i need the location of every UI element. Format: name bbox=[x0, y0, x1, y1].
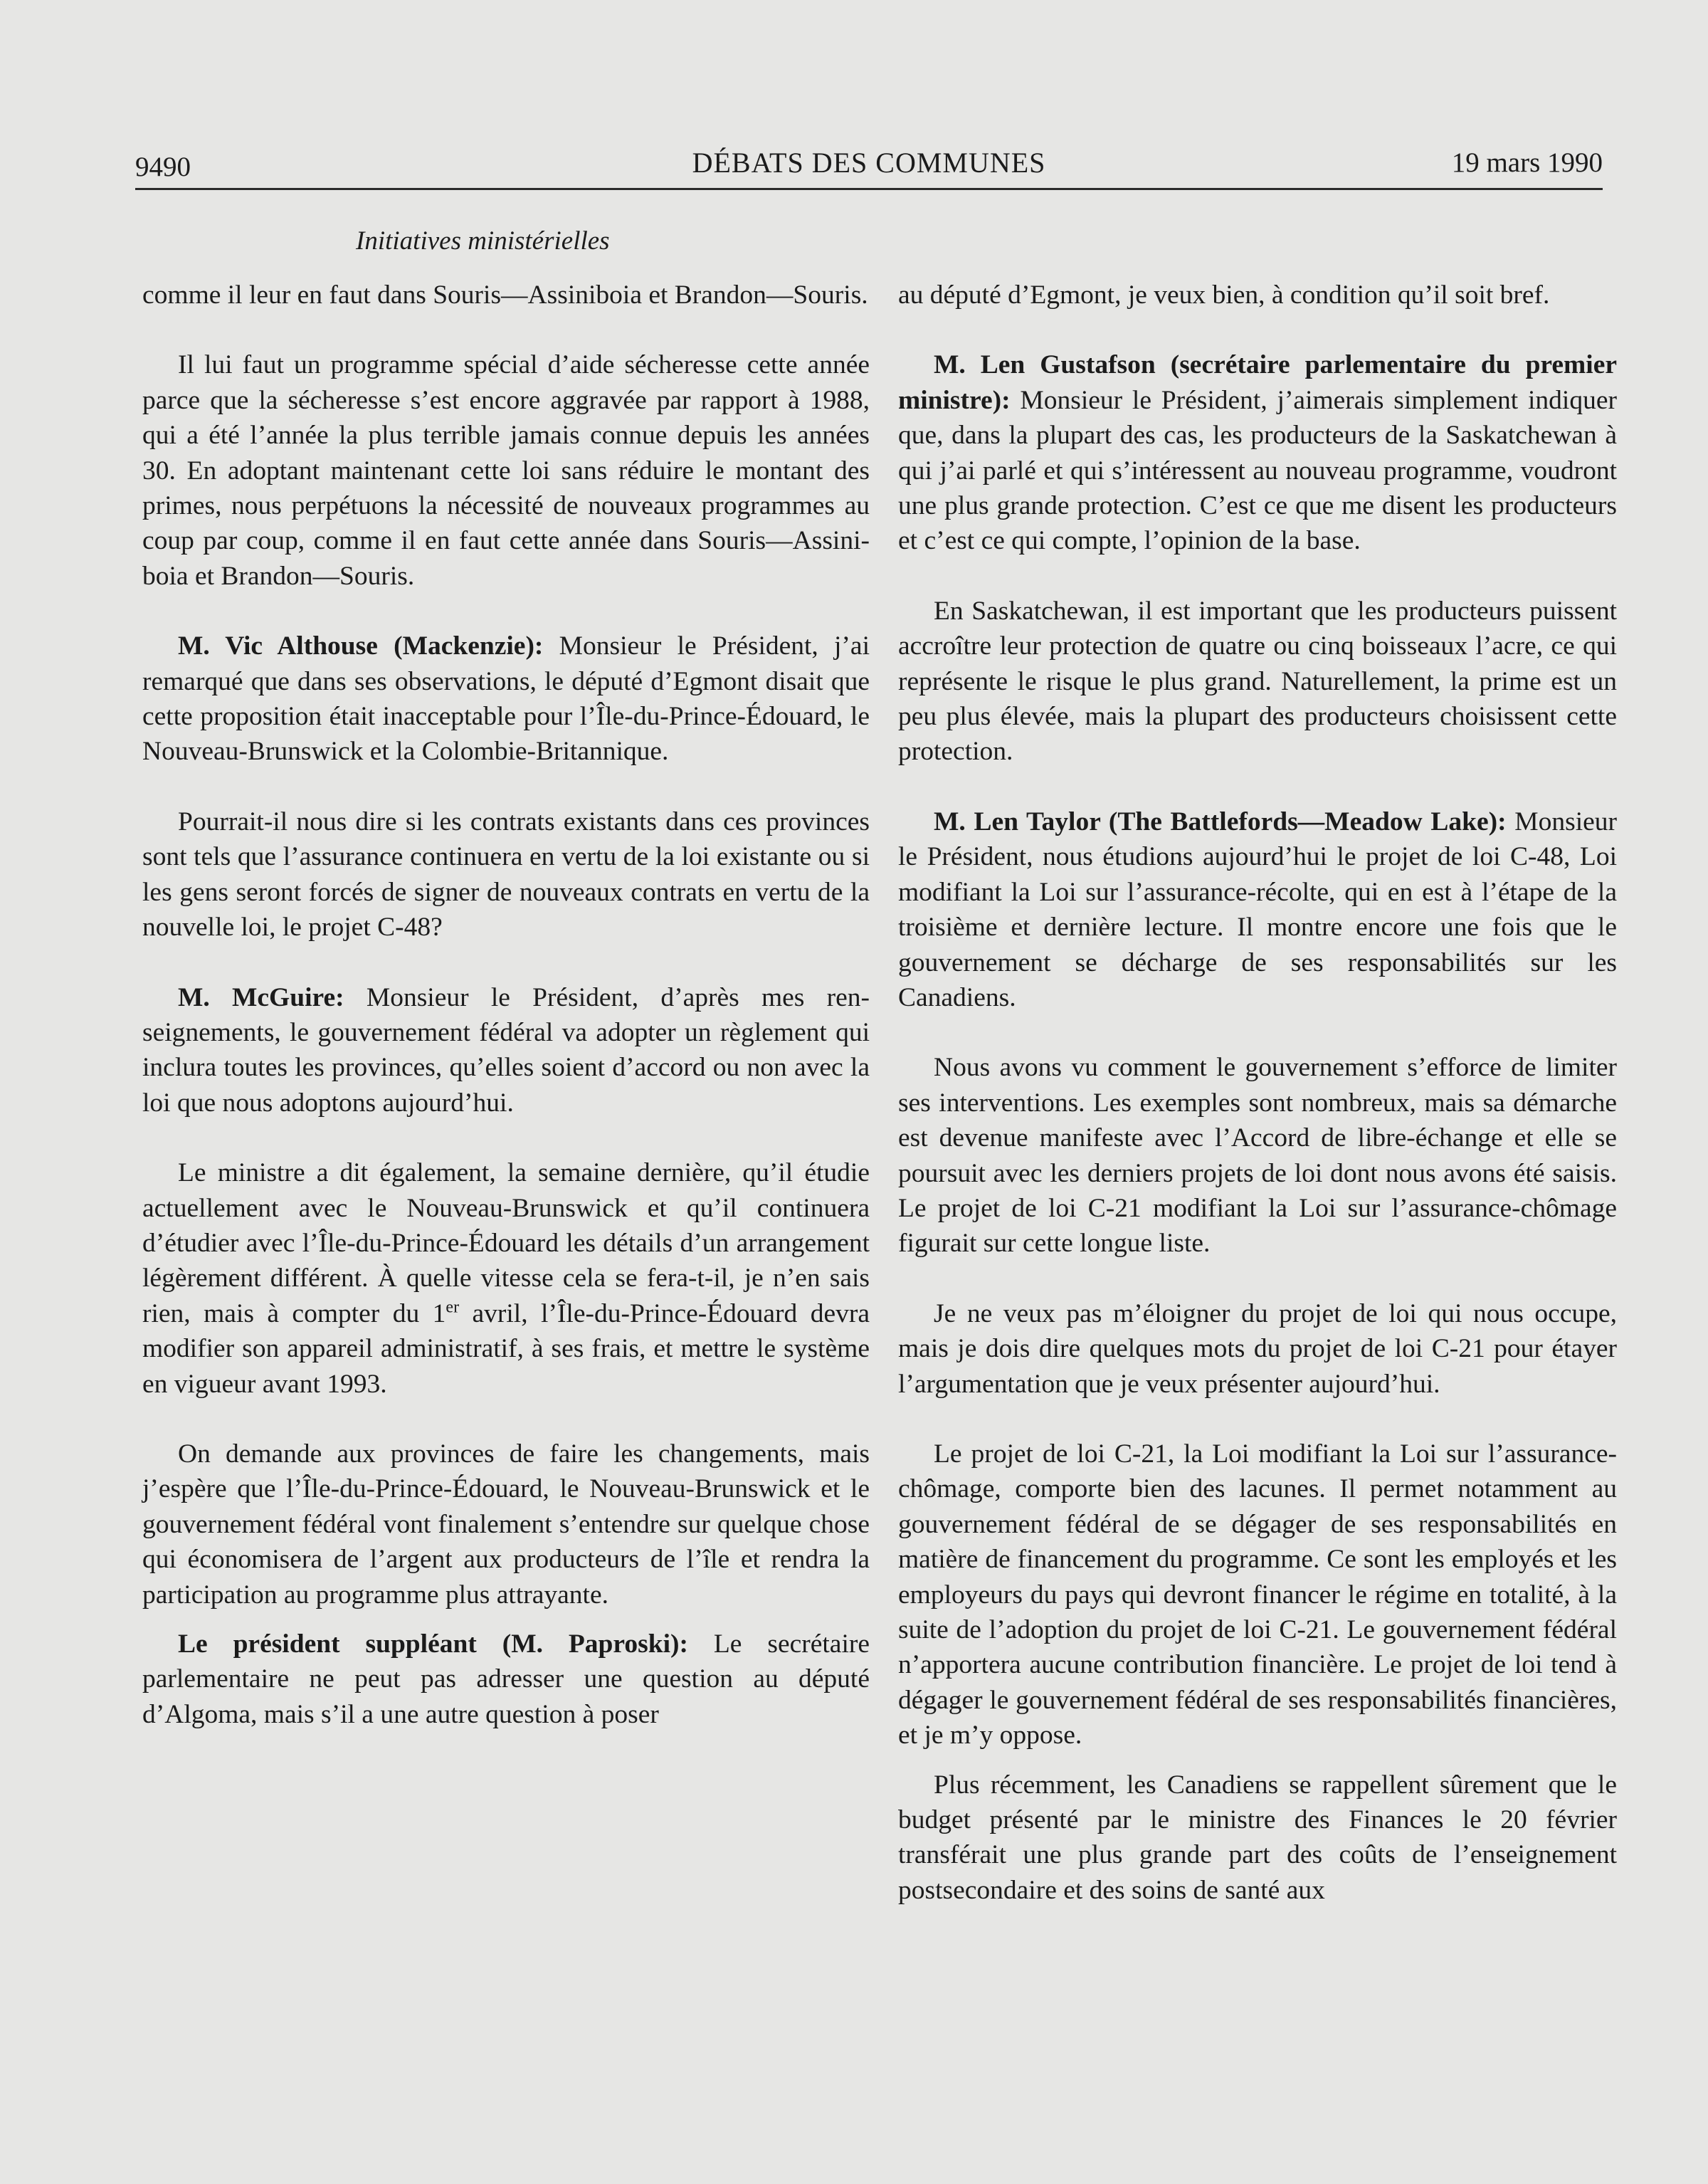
speech-text: Monsieur le Président, j’ai remarqué que dans ses observations, le député d’Egmont disait que cette proposition était inacceptable pour l’Île-du-Prince-Édouard, le Nouveau-Brunswick et la Colombie-Britannique. bbox=[142, 631, 870, 767]
speech-text: Monsieur le Président, j’aimerais simplement indiquer que, dans la plupart des cas, les producteurs de la Saskatchewan à qui j’ai parlé et qui s’intéressent au nouveau programme, voudront une plus grande protection. C’est ce que me disent les producteurs et c’est ce qui compte, l’opinion de la base. bbox=[898, 385, 1617, 556]
paragraph: Pourrait-il nous dire si les contrats existants dans ces provinces sont tels que l’assurance continuera en vertu de la loi existante ou si les gens seront forcés de signer de nouveaux contrats en vertu de la nouvelle loi, le projet C-48? bbox=[142, 807, 870, 943]
paragraph: Plus récemment, les Canadiens se rappellent sûrement que le budget présenté par le ministre des Finances le 20 février transférait une plus grande part des coûts de l’enseignement postsecondaire et des soins de santé aux bbox=[898, 1770, 1617, 1905]
paragraph: Il lui faut un programme spécial d’aide sécheresse cette année parce que la sécheresse s’est encore aggravée par rapport à 1988, qui a été l’année la plus terrible jamais connue depuis les années 30. En adoptant maintenant cette loi sans réduire le montant des primes, nous perpétuons la nécessité de nouveaux programmes au coup par coup, comme il en faut cette année dans Souris—Assiniboia et Brandon—Souris. bbox=[142, 350, 870, 591]
paragraph bbox=[142, 1155, 870, 1402]
speaker-name: M. Len Gustafson (secrétaire parlementaire du premier ministre): bbox=[898, 350, 1617, 415]
speaker-name: Le président suppléant (M. Paproski): bbox=[178, 1629, 688, 1659]
speaker-name: M. Len Taylor (The Battlefords—Meadow Lake): bbox=[934, 807, 1507, 836]
paragraph: En Saskatchewan, il est important que les producteurs puissent accroître leur protection de quatre ou cinq boisseaux l’acre, ce qui représente le risque le plus grand. Naturellement, la prime est un peu plus élevée, mais la plupart des producteurs choisissent cette protection. bbox=[898, 596, 1617, 767]
page-date: 19 mars 1990 bbox=[1451, 147, 1603, 178]
speech-paragraph bbox=[142, 980, 870, 1121]
superscript: er bbox=[446, 1298, 460, 1317]
speech-paragraph bbox=[898, 804, 1617, 1015]
speech-paragraph bbox=[142, 629, 870, 770]
paragraph-text: avril, l’Île-du-Prince-Édouard devra modifier son appareil administratif, à ses frais, et mettre le système en vigueur avant 1993. bbox=[142, 1298, 870, 1399]
page-number: 9490 bbox=[135, 152, 191, 182]
running-title: DÉBATS DES COMMUNES bbox=[692, 147, 1046, 179]
paragraph-text: Le ministre a dit également, la semaine dernière, qu’il étudie actuellement avec le Nouveau-Brunswick et qu’il continuera d’étudier avec l’Île-du-Prince-Édouard les détails d’un arrangement légèrement différent. À quelle vitesse cela se fera-t-il, je n’en sais rien, mais à compter du 1 bbox=[142, 1158, 870, 1328]
paragraph: Le projet de loi C-21, la Loi modifiant la Loi sur l’assurance-chômage, comporte bien des lacunes. Il permet notamment au gouvernement fédéral de se dégager de ses responsabilités en matière de financement du programme. Ce sont les employés et les employeurs du pays qui devront financer le régime en totalité, à la suite de l’adoption du projet de loi C-21. Le gouvernement fédéral n’apportera aucune contribution financière. Le projet de loi tend à dégager le gouvernement fédéral de ses responsabilités financières, et je m’y oppose. bbox=[898, 1439, 1617, 1750]
right-column bbox=[898, 278, 1617, 1943]
paragraph: comme il leur en faut dans Souris—Assiniboia et Brandon—Souris. bbox=[142, 280, 868, 310]
speech-paragraph bbox=[898, 347, 1617, 558]
speech-text: Le secrétaire parlementaire ne peut pas adresser une question au député d’Algoma, mais s’il a une autre question à poser bbox=[142, 1629, 870, 1729]
paragraph: au député d’Egmont, je veux bien, à condition qu’il soit bref. bbox=[898, 280, 1550, 310]
header-rule bbox=[135, 188, 1603, 190]
speaker-name: M. Vic Althouse (Mackenzie): bbox=[178, 631, 544, 661]
left-column bbox=[142, 278, 870, 1767]
paragraph: Nous avons vu comment le gouvernement s’efforce de limiter ses interventions. Les exemples sont nombreux, mais sa démarche est devenue manifeste avec l’Accord de libre-échange et elle se poursuit avec les derniers projets de loi dont nous avons été saisis. Le projet de loi C-21 modifiant la Loi sur l’assurance-chômage figurait sur cette longue liste. bbox=[898, 1053, 1617, 1259]
speech-text: Monsieur le Président, d’après mes renseignements, le gouvernement fédéral va adopter un règlement qui inclura toutes les provinces, qu’elles soient d’accord ou non avec la loi que nous adoptons aujourd’hui. bbox=[142, 982, 870, 1118]
page-header bbox=[135, 142, 1603, 184]
paragraph: On demande aux provinces de faire les changements, mais j’espère que l’Île-du-Prince-Édouard, le Nouveau-Brunswick et le gouvernement fédéral vont finalement s’entendre sur quelque chose qui économisera de l’argent aux producteurs de l’île et rendra la participation au programme plus attrayante. bbox=[142, 1439, 870, 1610]
speech-paragraph bbox=[142, 1627, 870, 1732]
paragraph: Je ne veux pas m’éloigner du projet de loi qui nous occupe, mais je dois dire quelques mots du projet de loi C-21 pour étayer l’argumentation que je veux présenter aujourd’hui. bbox=[898, 1298, 1617, 1399]
speech-text: Monsieur le Président, nous étudions aujourd’hui le projet de loi C-48, Loi modifiant la Loi sur l’assurance-récolte, qui en est à l’étape de la troisième et dernière lecture. Il montre encore une fois que le gouvernement se décharge de ses responsabilités sur les Canadiens. bbox=[898, 807, 1617, 1012]
speaker-name: M. McGuire: bbox=[178, 982, 344, 1012]
section-heading: Initiatives ministérielles bbox=[356, 226, 610, 256]
